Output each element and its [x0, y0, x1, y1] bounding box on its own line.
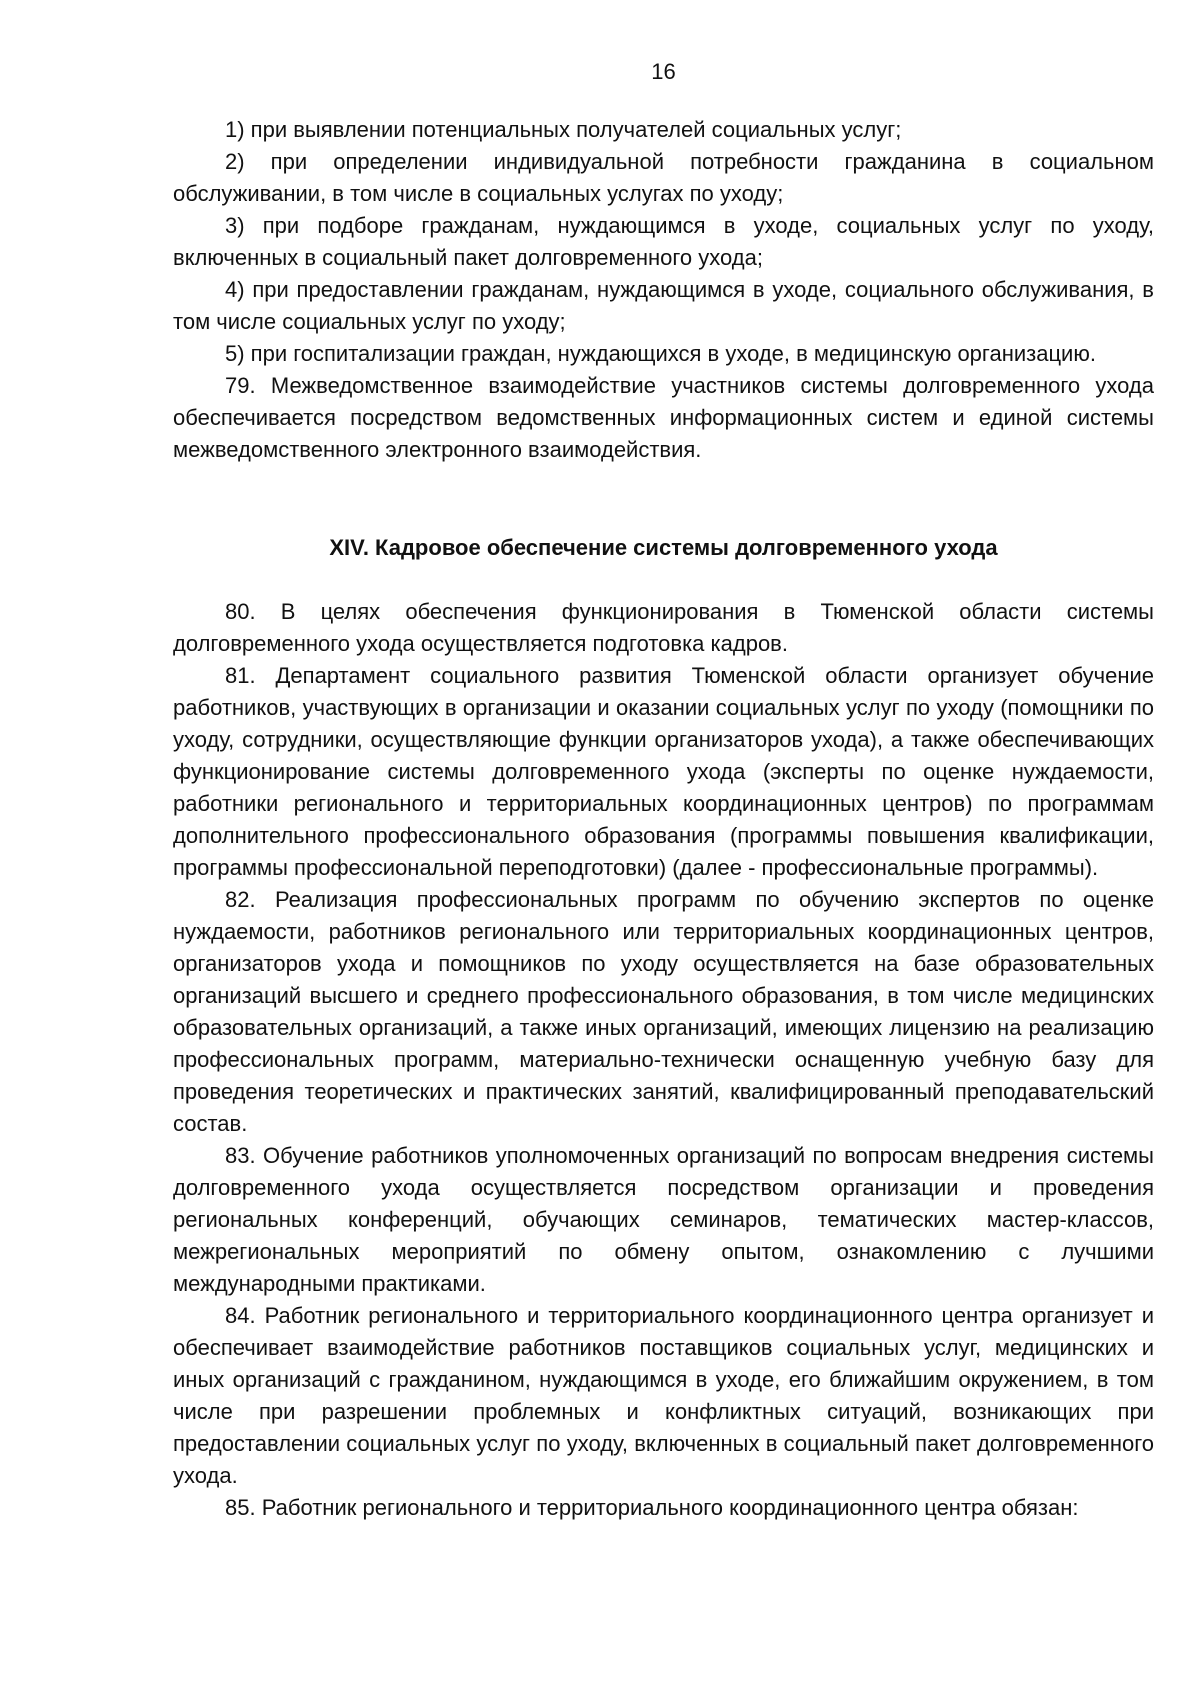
paragraph-item-5: 5) при госпитализации граждан, нуждающихся в уходе, в медицинскую организацию.	[225, 341, 1096, 366]
paragraph-item-4: 4) при предоставлении гражданам, нуждающимся в уходе, социального обслуживания, в том числе социальных услуг по уходу;	[173, 277, 1154, 334]
paragraph-item-2: 2) при определении индивидуальной потребности гражданина в социальном обслуживании, в том числе в социальных услугах по уходу;	[173, 149, 1154, 206]
paragraph-item-1: 1) при выявлении потенциальных получателей социальных услуг;	[225, 117, 902, 142]
paragraph-80: 80. В целях обеспечения функционирования в Тюменской области системы долговременного ухода осуществляется подготовка кадров.	[173, 599, 1154, 656]
bottom-text-block	[173, 596, 1154, 1524]
paragraph-79: 79. Межведомственное взаимодействие участников системы долговременного ухода обеспечивается посредством ведомственных информационных систем и единой системы межведомственного электронного взаимодействия.	[173, 373, 1154, 462]
paragraph-85: 85. Работник регионального и территориального координационного центра обязан:	[225, 1495, 1079, 1520]
top-text-block	[173, 114, 1154, 466]
paragraph-81: 81. Департамент социального развития Тюменской области организует обучение работников, участвующих в организации и оказании социальных услуг по уходу (помощники по уходу, сотрудники, осуществляющие функции организаторов ухода), а также обеспечивающих функционирование системы долговременного ухода (эксперты по оценке нуждаемости, работники регионального и территориальных координационных центров) по программам дополнительного профессионального образования (программы повышения квалификации, программы профессиональной переподготовки) (далее - профессиональные программы).	[173, 663, 1154, 880]
paragraph-84: 84. Работник регионального и территориального координационного центра организует и обеспечивает взаимодействие работников поставщиков социальных услуг, медицинских и иных организаций с гражданином, нуждающимся в уходе, его ближайшим окружением, в том числе при разрешении проблемных и конфликтных ситуаций, возникающих при предоставлении социальных услуг по уходу, включенных в социальный пакет долговременного ухода.	[173, 1303, 1154, 1488]
section-heading: XIV. Кадровое обеспечение системы долговременного ухода	[329, 535, 998, 560]
paragraph-82: 82. Реализация профессиональных программ по обучению экспертов по оценке нуждаемости, работников регионального или территориальных координационных центров, организаторов ухода и помощников по уходу осуществляется на базе образовательных организаций высшего и среднего профессионального образования, в том числе медицинских образовательных организаций, а также иных организаций, имеющих лицензию на реализацию профессиональных программ, материально-технически оснащенную учебную базу для проведения теоретических и практических занятий, квалифицированный преподавательский состав.	[173, 887, 1154, 1136]
paragraph-item-3: 3) при подборе гражданам, нуждающимся в уходе, социальных услуг по уходу, включенных в социальный пакет долговременного ухода;	[173, 213, 1154, 270]
paragraph-83: 83. Обучение работников уполномоченных организаций по вопросам внедрения системы долговременного ухода осуществляется посредством организации и проведения региональных конференций, обучающих семинаров, тематических мастер-классов, межрегиональных мероприятий по обмену опытом, ознакомлению с лучшими международными практиками.	[173, 1143, 1154, 1296]
page-number: 16	[651, 59, 676, 84]
